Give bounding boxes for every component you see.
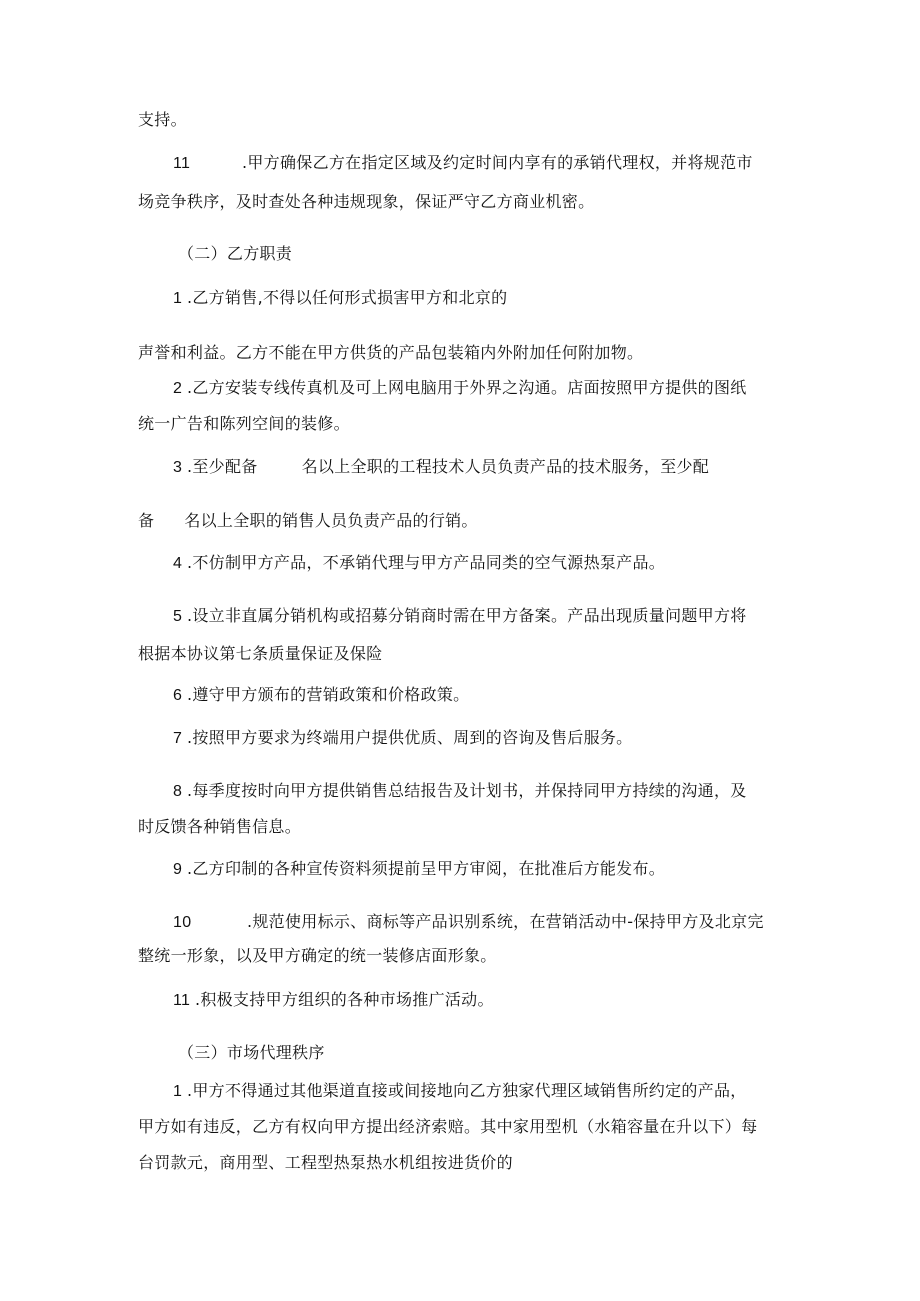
line-text: 名以上全职的销售人员负责产品的行销。 [184, 511, 478, 530]
line-text: .甲方确保乙方在指定区域及约定时间内享有的承销代理权，并将规范市 [242, 153, 753, 172]
text-line [138, 192, 594, 212]
line-text: .乙方安装专线传真机及可上网电脑用于外界之沟通。店面按照甲方提供的图纸 [187, 378, 747, 397]
item-number: 8 [173, 783, 183, 800]
item-number: 3 [173, 459, 183, 476]
item-number: 11 [173, 992, 191, 1009]
line-text: 统一广告和陈列空间的装修。 [138, 414, 350, 433]
text-line [138, 1153, 513, 1173]
line-text: .甲方不得通过其他渠道直接或间接地向乙方独家代理区域销售所约定的产品， [187, 1081, 747, 1100]
text-line [138, 511, 478, 531]
line-text: .至少配备 [187, 457, 258, 476]
line-text: .每季度按时向甲方提供销售总结报告及计划书，并保持同甲方持续的沟通，及 [187, 781, 747, 800]
line-text: 声誉和利益。乙方不能在甲方供货的产品包装箱内外附加任何附加物。 [138, 343, 644, 362]
section-heading [178, 244, 292, 264]
text-line [173, 553, 665, 574]
item-number: 5 [173, 608, 183, 625]
line-text: 备 [138, 511, 155, 530]
text-line [173, 859, 665, 880]
line-text: 支持。 [138, 110, 187, 129]
text-line [173, 912, 764, 933]
line-text: .遵守甲方颁布的营销政策和价格政策。 [187, 685, 470, 704]
line-text: 台罚款元，商用型、工程型热泵热水机组按进货价的 [138, 1153, 513, 1172]
item-number: 4 [173, 555, 183, 572]
text-line [173, 685, 470, 706]
text-line [138, 110, 187, 130]
item-number: 1 [173, 1083, 183, 1100]
line-text: 场竞争秩序，及时查处各种违规现象，保证严守乙方商业机密。 [138, 192, 595, 211]
text-line [173, 378, 747, 399]
line-text: 甲方如有违反，乙方有权向甲方提出经济索赔。其中家用型机（水箱容量在升以下）每 [138, 1117, 758, 1136]
section-heading-text: （三）市场代理秩序 [178, 1043, 325, 1062]
item-number: 1 [173, 290, 183, 307]
text-line [173, 153, 753, 174]
item-number: 11 [173, 155, 191, 172]
line-text: .按照甲方要求为终端用户提供优质、周到的咨询及售后服务。 [187, 728, 633, 747]
line-text: 根据本协议第七条质量保证及保险 [138, 644, 383, 663]
text-line [173, 606, 747, 627]
text-line [173, 990, 494, 1011]
text-line [173, 288, 507, 309]
line-text: .乙方印制的各种宣传资料须提前呈甲方审阅，在批准后方能发布。 [187, 859, 666, 878]
item-number: 7 [173, 730, 183, 747]
text-line [138, 1117, 757, 1137]
text-line [138, 343, 643, 363]
text-line [173, 457, 709, 478]
section-heading [178, 1043, 325, 1063]
line-text: .规范使用标示、商标等产品识别系统，在营销活动中-保持甲方及北京完 [247, 912, 764, 931]
text-line [138, 414, 350, 434]
text-line [138, 946, 497, 966]
item-number: 10 [173, 914, 192, 931]
item-number: 2 [173, 380, 183, 397]
line-text: 整统一形象，以及甲方确定的统一装修店面形象。 [138, 946, 497, 965]
item-number: 6 [173, 687, 183, 704]
section-heading-text: （二）乙方职责 [178, 244, 293, 263]
text-line [138, 644, 383, 664]
line-text: 名以上全职的工程技术人员负责产品的技术服务，至少配 [301, 457, 710, 476]
line-text: .不仿制甲方产品，不承销代理与甲方产品同类的空气源热泵产品。 [187, 553, 666, 572]
text-line [138, 817, 301, 837]
text-line [173, 1081, 747, 1102]
text-line [173, 781, 747, 802]
item-number: 9 [173, 861, 183, 878]
line-text: .积极支持甲方组织的各种市场推广活动。 [195, 990, 494, 1009]
text-line [173, 728, 633, 749]
line-text: .乙方销售,不得以任何形式损害甲方和北京的 [187, 288, 508, 307]
line-text: 时反馈各种销售信息。 [138, 817, 302, 836]
line-text: .设立非直属分销机构或招募分销商时需在甲方备案。产品出现质量问题甲方将 [187, 606, 747, 625]
